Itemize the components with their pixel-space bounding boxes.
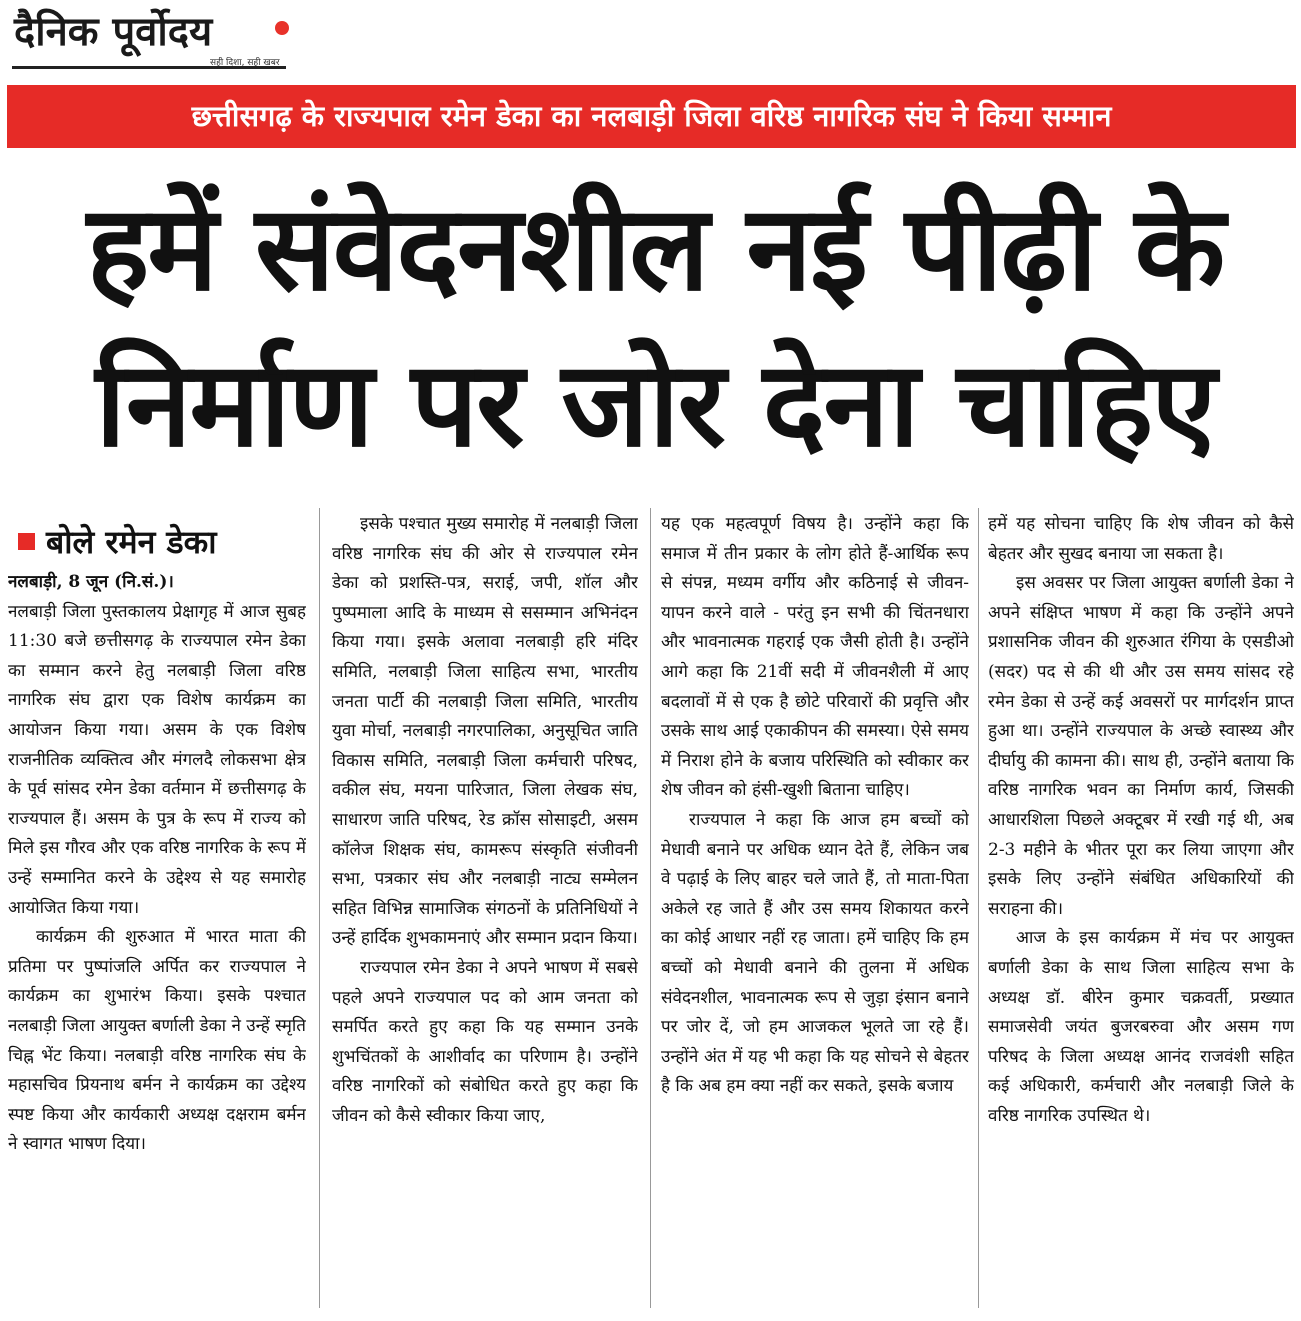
- article-paragraph: राज्यपाल ने कहा कि आज हम बच्चों को मेधावी बनाने पर अधिक ध्यान देते हैं, लेकिन जब वे पढ़ाई के लिए बाहर चले जाते हैं, तो माता-पिता अकेले रह जाते हैं और उस समय शिकायत करने का कोई आधार नहीं रह जाता। हमें चाहिए कि हम बच्चों को मेधावी बनाने की तुलना में अधिक संवेदनशील, भावनात्मक रूप से जुड़ा इंसान बनाने पर जोर दें, जो हम आजकल भूलते जा रहे हैं। उन्होंने अंत में यह भी कहा कि यह सोचने से बेहतर है कि अब हम क्या नहीं कर सकते, इसके बजाय: [661, 809, 969, 1097]
- article-paragraph: आज के इस कार्यक्रम में मंच पर आयुक्त बर्णाली डेका के साथ जिला साहित्य सभा के अध्यक्ष डॉ. बीरेन कुमार चक्रवर्ती, प्रख्यात समाजसेवी जयंत बुजरबरुवा और असम गण परिषद के जिला अध्यक्ष आनंद राजवंशी सहित कई अधिकारी, कर्मचारी और नलबाड़ी जिले के वरिष्ठ नागरिक उपस्थित थे।: [988, 928, 1294, 1126]
- bullet-square-icon: [18, 533, 35, 550]
- main-headline: [20, 170, 1290, 482]
- article-paragraph: यह एक महत्वपूर्ण विषय है। उन्होंने कहा कि समाज में तीन प्रकार के लोग होते हैं-आर्थिक रूप से संपन्न, मध्यम वर्गीय और कठिनाई से जीवन-यापन करने वाले - परंतु इन सभी की चिंतनधारा और भावनात्मक गहराई एक जैसी होती है। उन्होंने आगे कहा कि 21वीं सदी में जीवनशैली में आए बदलावों में से एक है छोटे परिवारों की प्रवृत्ति और उसके साथ आई एकाकीपन की समस्या। ऐसे समय में निराश होने के बजाय परिस्थिति को स्वीकार कर शेष जीवन को हंसी-खुशी बिताना चाहिए।: [661, 514, 969, 801]
- masthead-title: दैनिक पूर्वोदय: [14, 9, 213, 55]
- article-column-3: [661, 510, 969, 1310]
- article-paragraph: हमें यह सोचना चाहिए कि शेष जीवन को कैसे बेहतर और सुखद बनाया जा सकता है।: [988, 514, 1294, 564]
- article-paragraph: इसके पश्चात मुख्य समारोह में नलबाड़ी जिला वरिष्ठ नागरिक संघ की ओर से राज्यपाल रमेन डेका को प्रशस्ति-पत्र, सराई, जपी, शॉल और पुष्पमाला आदि के माध्यम से ससम्मान अभिनंदन किया गया। इसके अलावा नलबाड़ी हरि मंदिर समिति, नलबाड़ी जिला साहित्य सभा, भारतीय जनता पार्टी की नलबाड़ी जिला समिति, भारतीय युवा मोर्चा, नलबाड़ी नगरपालिका, अनुसूचित जाति विकास समिति, नलबाड़ी जिला कर्मचारी परिषद, वकील संघ, मयना पारिजात, जिला लेखक संघ, साधारण जाति परिषद, रेड क्रॉस सोसाइटी, असम कॉलेज शिक्षक संघ, कामरूप संस्कृति संजीवनी सभा, पत्रकार संघ और नलबाड़ी नाट्य सम्मेलन सहित विभिन्न सामाजिक संगठनों के प्रतिनिधियों ने उन्हें हार्दिक शुभकामनाएं और सम्मान प्रदान किया।: [332, 514, 638, 949]
- dateline: नलबाड़ी, 8 जून (नि.सं.)।: [8, 572, 174, 592]
- headline-line-1: हमें संवेदनशील नई पीढ़ी के: [86, 179, 1224, 317]
- article-paragraph: कार्यक्रम की शुरुआत में भारत माता की प्रतिमा पर पुष्पांजलि अर्पित कर राज्यपाल ने कार्यक्रम का शुभारंभ किया। इसके पश्चात नलबाड़ी जिला आयुक्त बर्णाली डेका ने उन्हें स्मृति चिह्न भेंट किया। नलबाड़ी वरिष्ठ नागरिक संघ के महासचिव प्रियनाथ बर्मन ने कार्यक्रम का उद्देश्य स्पष्ट किया और कार्यकारी अध्यक्ष दक्षराम बर्मन ने स्वागत भाषण दिया।: [8, 927, 306, 1155]
- article-column-4: [988, 510, 1294, 1310]
- article-paragraph: राज्यपाल रमेन डेका ने अपने भाषण में सबसे पहले अपने राज्यपाल पद को आम जनता को समर्पित करते हुए कहा कि यह सम्मान उनके शुभचिंतकों के आशीर्वाद का परिणाम है। उन्होंने वरिष्ठ नागरिकों को संबोधित करते हुए कहा कि जीवन को कैसे स्वीकार किया जाए,: [332, 957, 638, 1126]
- column-divider: [978, 508, 979, 1308]
- column-divider: [319, 508, 320, 1308]
- masthead-logo: [12, 4, 292, 76]
- column-divider: [650, 508, 651, 1308]
- article-paragraph: इस अवसर पर जिला आयुक्त बर्णाली डेका ने अपने संक्षिप्त भाषण में कहा कि उन्होंने अपने प्रशासनिक जीवन की शुरुआत रंगिया के एसडीओ (सदर) पद से की थी और उस समय सांसद रहे रमेन डेका से उन्हें कई अवसरों पर मार्गदर्शन प्राप्त हुआ था। उन्होंने राज्यपाल के अच्छे स्वास्थ्य और दीर्घायु की कामना की। साथ ही, उन्होंने बताया कि वरिष्ठ नागरिक भवन का निर्माण कार्य, जिसकी आधारशिला पिछले अक्टूबर में रखी गई थी, अब 2-3 महीने के भीतर पूरा कर लिया जाएगा और इसके लिए उन्होंने संबंधित अधिकारियों की सराहना की।: [988, 573, 1294, 919]
- banner-headline: छत्तीसगढ़ के राज्यपाल रमेन डेका का नलबाड़ी जिला वरिष्ठ नागरिक संघ ने किया सम्मान: [7, 85, 1296, 148]
- article-column-1: [8, 568, 306, 1310]
- byline-text: बोले रमेन डेका: [46, 523, 217, 561]
- masthead-tagline: सही दिशा, सही खबर: [210, 58, 280, 68]
- article-paragraph: नलबाड़ी जिला पुस्तकालय प्रेक्षागृह में आज सुबह 11:30 बजे छत्तीसगढ़ के राज्यपाल रमेन डेका का सम्मान करने हेतु नलबाड़ी जिला वरिष्ठ नागरिक संघ द्वारा एक विशेष कार्यक्रम का आयोजन किया गया। असम के एक विशेष राजनीतिक व्यक्तित्व और मंगलदै लोकसभा क्षेत्र के पूर्व सांसद रमेन डेका वर्तमान में छत्तीसगढ़ के राज्यपाल हैं। असम के पुत्र के रूप में राज्य को मिले इस गौरव और एक वरिष्ठ नागरिक के रूप में उन्हें सम्मानित करने के उद्देश्य से यह समारोह आयोजित किया गया।: [8, 601, 306, 918]
- logo-dot-icon: [275, 21, 289, 35]
- article-column-2: [332, 510, 638, 1310]
- headline-line-2: निर्माण पर जोर देना चाहिए: [95, 335, 1215, 473]
